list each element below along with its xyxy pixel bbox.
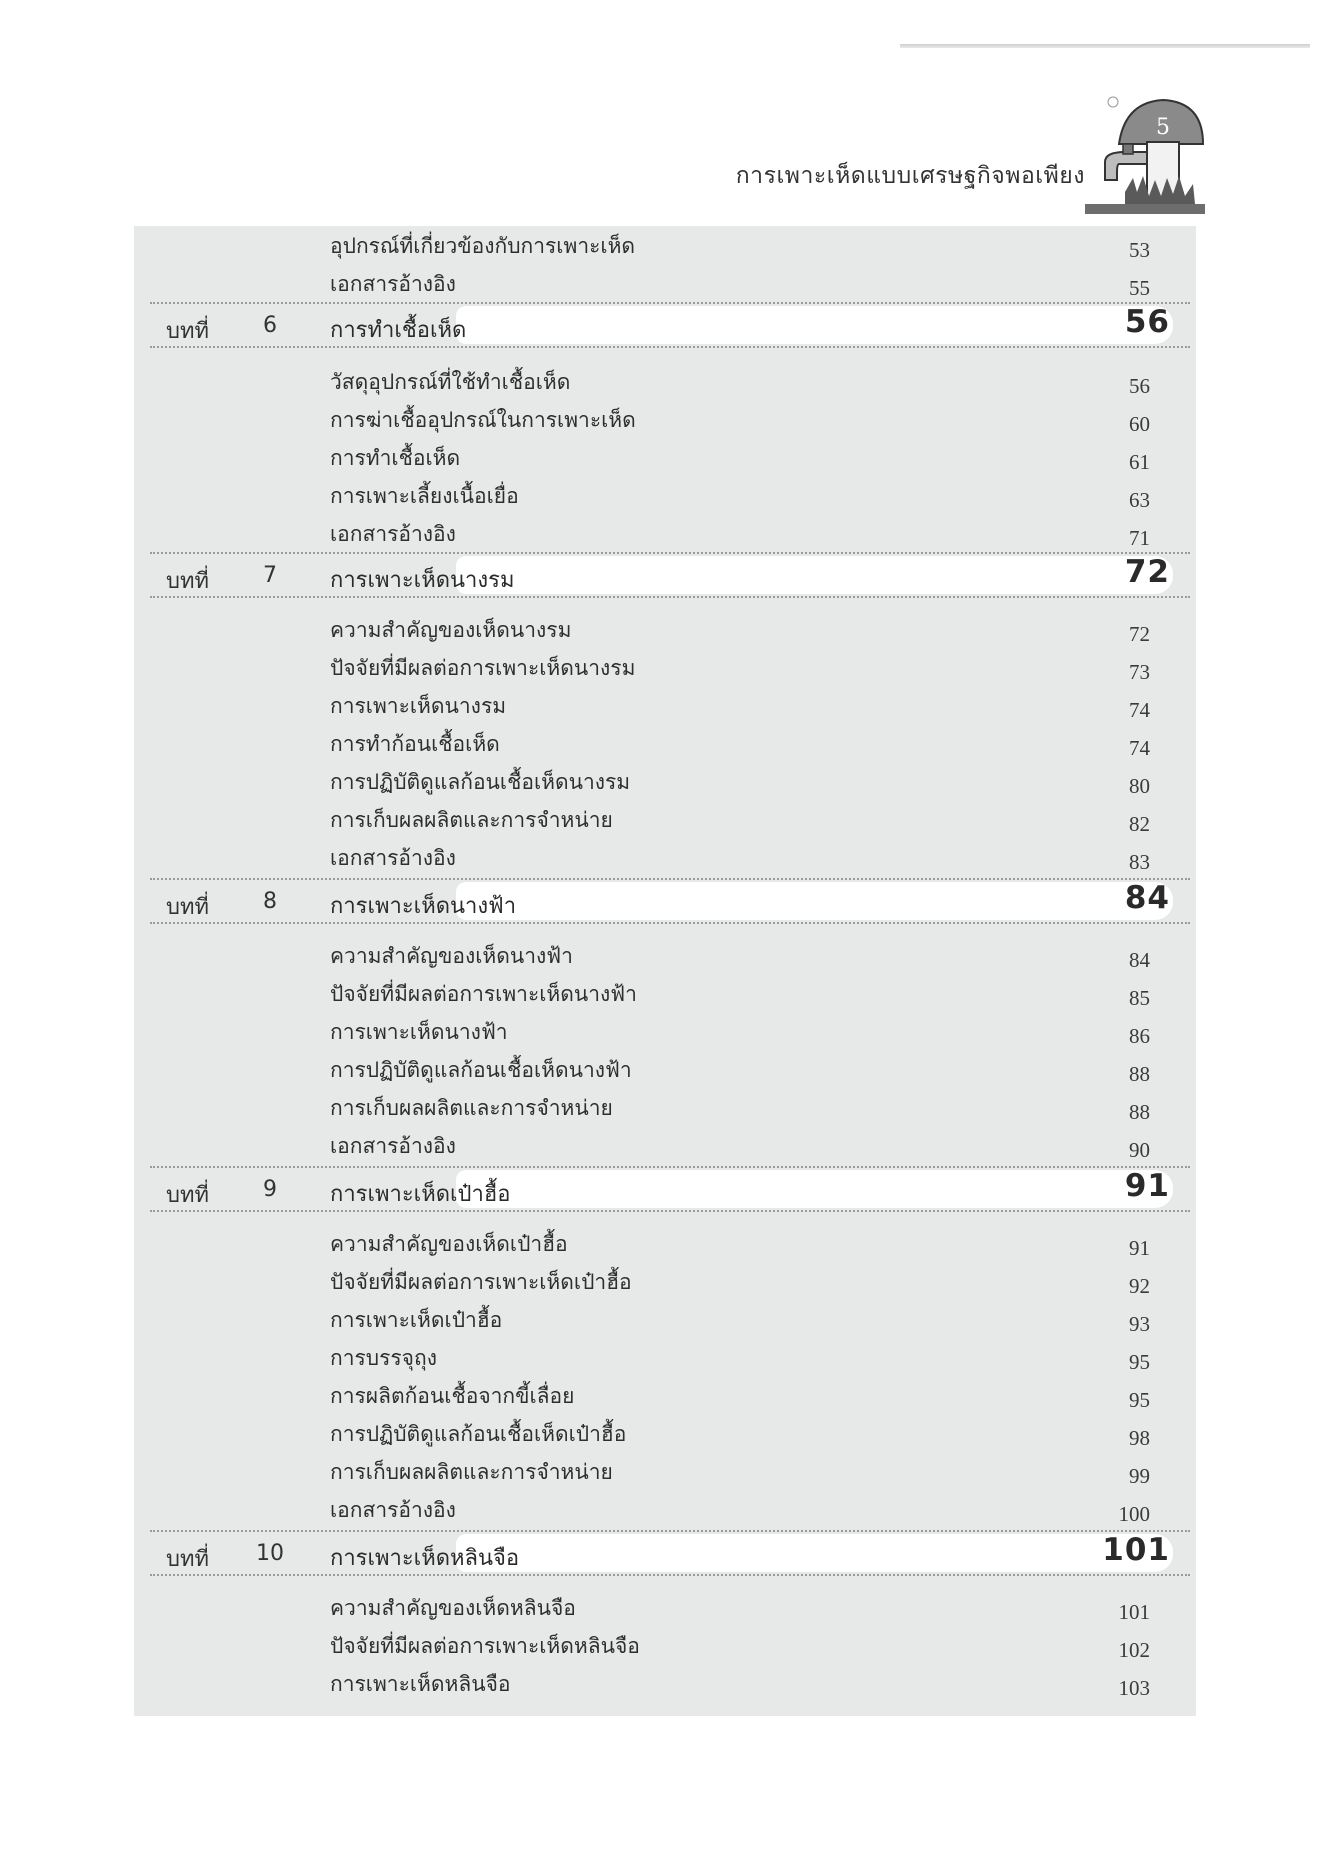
entry-label: ความสำคัญของเห็ดนางรม (330, 618, 572, 642)
chapter-heading (150, 1528, 1190, 1574)
chapter-heading (150, 300, 1190, 346)
entry-page: 101 (1118, 1600, 1150, 1624)
chapter-page: 56 (1124, 304, 1170, 340)
toc-entry (330, 1590, 1150, 1626)
entry-label: การปฏิบัติดูแลก้อนเชื้อเห็ดเป๋าฮื้อ (330, 1422, 627, 1446)
entry-label: การทำเชื้อเห็ด (330, 446, 461, 470)
entry-page: 73 (1129, 660, 1150, 684)
chapter-word: บทที่ (166, 1547, 209, 1572)
entry-label: การเก็บผลผลิตและการจำหน่าย (330, 1460, 613, 1484)
entry-page: 84 (1129, 948, 1150, 972)
entry-label: การปฏิบัติดูแลก้อนเชื้อเห็ดนางฟ้า (330, 1058, 632, 1082)
entry-page: 102 (1118, 1638, 1150, 1662)
chapter-number: 7 (263, 563, 277, 588)
toc-entry (330, 1666, 1150, 1702)
toc-entry (330, 1128, 1150, 1164)
entry-label: วัสดุอุปกรณ์ที่ใช้ทำเชื้อเห็ด (330, 370, 571, 394)
entry-page: 83 (1129, 850, 1150, 874)
entry-page: 91 (1129, 1236, 1150, 1260)
entry-page: 53 (1129, 238, 1150, 262)
chapter-number: 8 (263, 889, 277, 914)
entry-page: 93 (1129, 1312, 1150, 1336)
entry-label: ความสำคัญของเห็ดนางฟ้า (330, 944, 573, 968)
entry-label: เอกสารอ้างอิง (330, 1134, 456, 1158)
entry-label: การเก็บผลผลิตและการจำหน่าย (330, 1096, 613, 1120)
toc-entry (330, 1492, 1150, 1528)
entry-page: 100 (1118, 1502, 1150, 1526)
chapter-band (456, 1534, 1173, 1572)
chapter-band (456, 556, 1173, 594)
entry-page: 61 (1129, 450, 1150, 474)
chapter-page: 84 (1124, 880, 1170, 916)
dotted-rule (150, 552, 1190, 554)
toc-entry (330, 1264, 1150, 1300)
entry-label: เอกสารอ้างอิง (330, 272, 456, 296)
toc-entry (330, 478, 1150, 514)
entry-page: 55 (1129, 276, 1150, 300)
entry-label: การเก็บผลผลิตและการจำหน่าย (330, 808, 613, 832)
entry-label: เอกสารอ้างอิง (330, 846, 456, 870)
entry-page: 95 (1129, 1350, 1150, 1374)
entry-page: 85 (1129, 986, 1150, 1010)
chapter-word: บทที่ (166, 895, 209, 920)
toc-entry (330, 726, 1150, 762)
toc-entry (330, 802, 1150, 838)
dotted-rule (150, 302, 1190, 304)
toc-entry (330, 1052, 1150, 1088)
entry-page: 74 (1129, 698, 1150, 722)
entry-label: การเพาะเห็ดนางรม (330, 694, 507, 718)
entry-page: 88 (1129, 1062, 1150, 1086)
entry-page: 99 (1129, 1464, 1150, 1488)
chapter-page: 72 (1124, 554, 1170, 590)
entry-page: 71 (1129, 526, 1150, 550)
chapter-band (456, 306, 1173, 344)
page-number: 5 (1156, 115, 1170, 140)
entry-page: 98 (1129, 1426, 1150, 1450)
entry-label: การเพาะเห็ดหลินจือ (330, 1672, 511, 1696)
entry-page: 86 (1129, 1024, 1150, 1048)
entry-label: เอกสารอ้างอิง (330, 1498, 456, 1522)
entry-page: 80 (1129, 774, 1150, 798)
toc-entry (330, 840, 1150, 876)
dotted-rule (150, 1166, 1190, 1168)
entry-page: 63 (1129, 488, 1150, 512)
chapter-heading (150, 1164, 1190, 1210)
entry-label: การเพาะเลี้ยงเนื้อเยื่อ (330, 484, 519, 508)
header-rule (900, 44, 1310, 48)
chapter-title: การเพาะเห็ดเป๋าฮื้อ (330, 1182, 511, 1207)
toc-entry (330, 938, 1150, 974)
entry-label: การฆ่าเชื้ออุปกรณ์ในการเพาะเห็ด (330, 408, 636, 432)
toc-entry (330, 976, 1150, 1012)
chapter-word: บทที่ (166, 1183, 209, 1208)
entry-label: อุปกรณ์ที่เกี่ยวข้องกับการเพาะเห็ด (330, 234, 636, 258)
dotted-rule (150, 1574, 1190, 1576)
toc-entry (330, 1226, 1150, 1262)
entry-label: การทำก้อนเชื้อเห็ด (330, 732, 500, 756)
toc-entry (330, 612, 1150, 648)
toc-entry (330, 440, 1150, 476)
entry-page: 82 (1129, 812, 1150, 836)
chapter-band (456, 1170, 1173, 1208)
chapter-title: การเพาะเห็ดหลินจือ (330, 1546, 520, 1571)
chapter-heading (150, 876, 1190, 922)
toc-entry (330, 1628, 1150, 1664)
entry-page: 88 (1129, 1100, 1150, 1124)
chapter-number: 10 (256, 1541, 284, 1566)
toc-entry (330, 1302, 1150, 1338)
entry-label: ปัจจัยที่มีผลต่อการเพาะเห็ดนางฟ้า (330, 982, 637, 1006)
toc-entry (330, 1090, 1150, 1126)
chapter-title: การเพาะเห็ดนางฟ้า (330, 894, 517, 919)
chapter-page: 91 (1124, 1168, 1170, 1204)
entry-label: ความสำคัญของเห็ดเป๋าฮื้อ (330, 1232, 568, 1256)
toc-entry (330, 1416, 1150, 1452)
chapter-word: บทที่ (166, 319, 209, 344)
entry-page: 74 (1129, 736, 1150, 760)
entry-page: 92 (1129, 1274, 1150, 1298)
toc-entry (330, 266, 1150, 302)
toc-entry (330, 688, 1150, 724)
entry-page: 56 (1129, 374, 1150, 398)
chapter-band (456, 882, 1173, 920)
entry-page: 103 (1118, 1676, 1150, 1700)
entry-page: 90 (1129, 1138, 1150, 1162)
toc-entry (330, 364, 1150, 400)
chapter-heading (150, 550, 1190, 596)
chapter-page: 101 (1102, 1532, 1170, 1568)
toc-entry (330, 1454, 1150, 1490)
dotted-rule (150, 596, 1190, 598)
toc-entry (330, 1014, 1150, 1050)
chapter-title: การทำเชื้อเห็ด (330, 318, 467, 343)
dotted-rule (150, 1530, 1190, 1532)
toc-entry (330, 1340, 1150, 1376)
entry-page: 72 (1129, 622, 1150, 646)
dotted-rule (150, 346, 1190, 348)
chapter-number: 6 (263, 313, 277, 338)
entry-label: การผลิตก้อนเชื้อจากขี้เลื่อย (330, 1384, 575, 1408)
entry-label: การเพาะเห็ดเป๋าฮื้อ (330, 1308, 503, 1332)
entry-page: 60 (1129, 412, 1150, 436)
dotted-rule (150, 878, 1190, 880)
chapter-number: 9 (263, 1177, 277, 1202)
entry-label: ความสำคัญของเห็ดหลินจือ (330, 1596, 576, 1620)
dotted-rule (150, 922, 1190, 924)
entry-label: การปฏิบัติดูแลก้อนเชื้อเห็ดนางรม (330, 770, 631, 794)
toc-entry (330, 650, 1150, 686)
toc-entry (330, 764, 1150, 800)
entry-page: 95 (1129, 1388, 1150, 1412)
entry-label: ปัจจัยที่มีผลต่อการเพาะเห็ดหลินจือ (330, 1634, 640, 1658)
mushroom-logo-icon (1085, 92, 1205, 224)
entry-label: ปัจจัยที่มีผลต่อการเพาะเห็ดเป๋าฮื้อ (330, 1270, 632, 1294)
dotted-rule (150, 1210, 1190, 1212)
entry-label: ปัจจัยที่มีผลต่อการเพาะเห็ดนางรม (330, 656, 636, 680)
entry-label: การบรรจุถุง (330, 1346, 437, 1370)
chapter-title: การเพาะเห็ดนางรม (330, 568, 515, 593)
toc-entry (330, 228, 1150, 264)
toc-entry (330, 1378, 1150, 1414)
toc-entry (330, 402, 1150, 438)
book-title: การเพาะเห็ดแบบเศรษฐกิจพอเพียง (735, 163, 1085, 189)
entry-label: เอกสารอ้างอิง (330, 522, 456, 546)
chapter-word: บทที่ (166, 569, 209, 594)
toc-entry (330, 516, 1150, 552)
entry-label: การเพาะเห็ดนางฟ้า (330, 1020, 508, 1044)
